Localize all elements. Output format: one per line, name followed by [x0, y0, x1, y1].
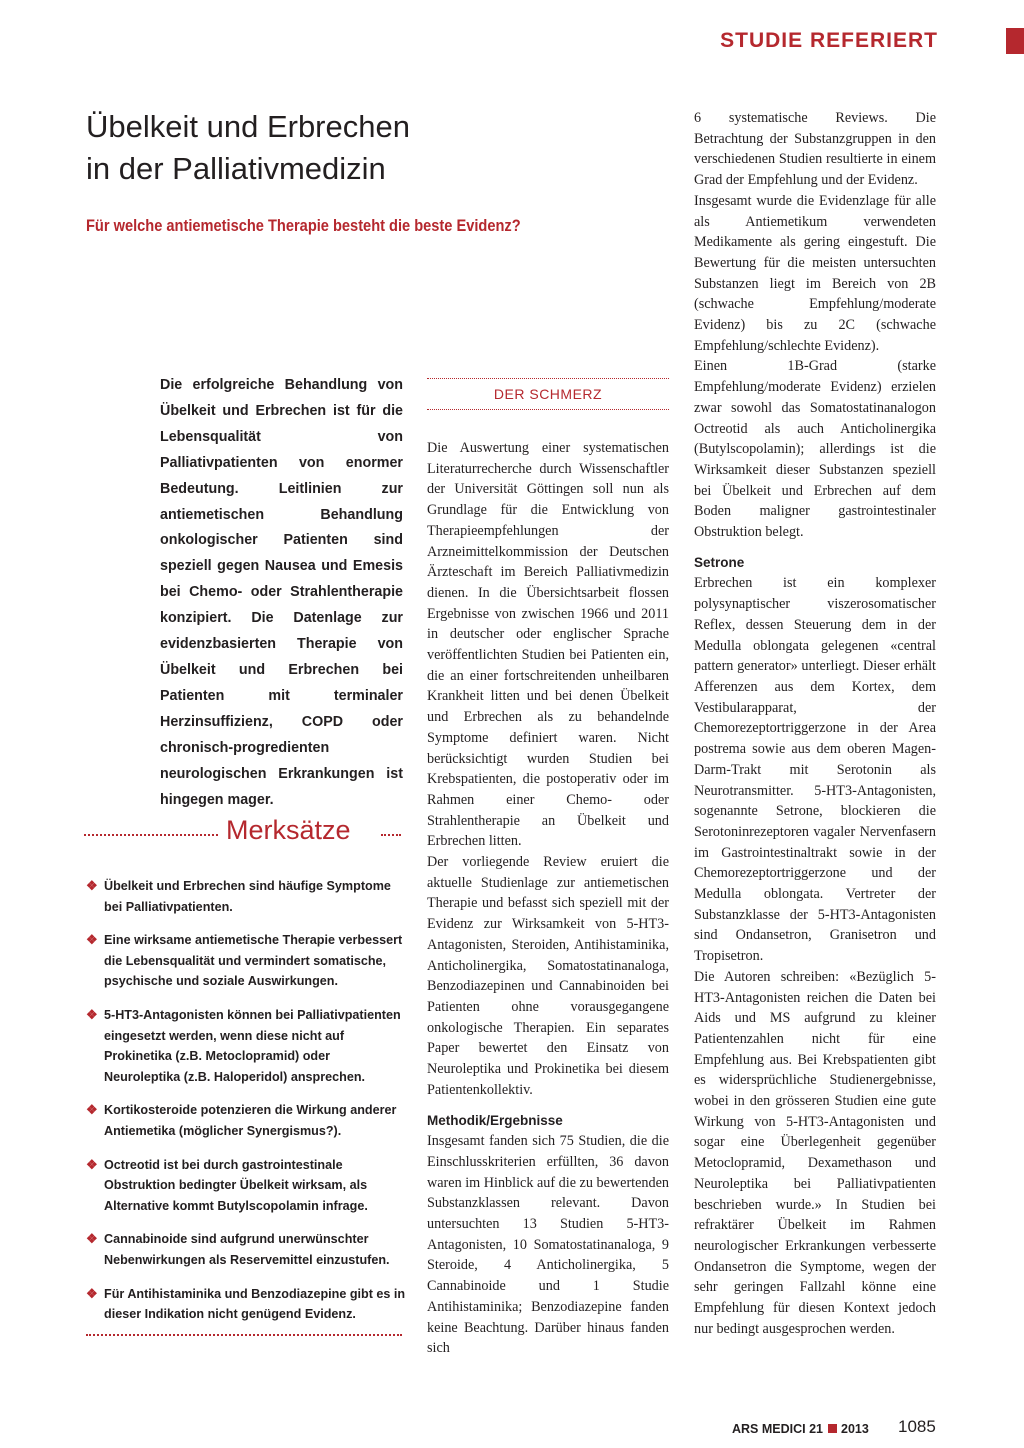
article-title-line-1: Übelkeit und Erbrechen — [86, 109, 410, 144]
dotted-rule — [427, 409, 669, 410]
dotted-rule — [427, 378, 669, 379]
body-paragraph: Der vorliegende Review eruiert die aktuelle Studienlage zur antiemetischen Therapie und befasst sich speziell mit der Evidenz zur Wirksamkeit von 5-HT3-Antagonisten, Steroiden, Antihistaminika, Anticholinergika, Somatostatinanaloga, Benzodiazepinen und Cannabinoiden bei Patienten ohne vorausgegangene onkologische Therapien. Ein separates Paper bewertet den Einsatz von Neuroleptika und Prokinetika bei diesem Patientenkollektiv. — [427, 854, 669, 1098]
article-title — [86, 106, 626, 190]
body-paragraph: Insgesamt fanden sich 75 Studien, die die Einschlusskriterien erfüllten, 36 davon waren im Hinblick auf die zu bewertenden Substanzklassen relevant. Davon untersuchten 13 Studien 5-HT3-Antagonisten, 10 Somatostatinanaloga, 9 Steroide, 4 Anticholinergika, 5 Cannabinoide und 1 Studie Antihistaminika; Benzodiazepine fanden keine Beachtung. Darüber hinaus fanden sich — [427, 1133, 669, 1357]
diamond-bullet-icon: ❖ — [86, 1006, 98, 1022]
section-heading: Setrone — [694, 554, 745, 570]
merksatz-item — [86, 876, 406, 917]
header-accent-bar — [1006, 28, 1024, 54]
dotted-rule — [84, 834, 218, 836]
page-number: 1085 — [898, 1417, 936, 1436]
article-subtitle: Für welche antiemetische Therapie besteht die beste Evidenz? — [86, 216, 521, 235]
merksatz-text: Kortikosteroide potenzieren die Wirkung anderer Antiemetika (möglicher Synergismus?). — [104, 1103, 397, 1138]
merksatz-text: Übelkeit und Erbrechen sind häufige Symptome bei Palliativpatienten. — [104, 879, 391, 914]
section-heading: Methodik/Ergebnisse — [427, 1112, 563, 1128]
section-label: DER SCHMERZ — [493, 386, 603, 402]
body-paragraph: Die Autoren schreiben: «Bezüglich 5-HT3-Antagonisten reichen die Daten bei Aids und MS aufgrund zu kleiner Patientenzahlen nicht für eine Empfehlung aus. Bei Krebspatienten gibt es widersprüchliche Studienergebnisse, wobei in den grösseren Studien eine gute Wirkung von 5-HT3-Antagonisten und sogar eine Überlegenheit gegenüber Metoclopramid, Dexamethason und Neuroleptika bei Palliativpatienten beschrieben wurde.» In Studien bei refraktärer Übelkeit im Rahmen neurologischer Erkrankungen verbesserte Ondansetron die Symptome, wegen der sehr geringen Fallzahl könne eine Empfehlung für diesen Kontext jedoch nur bedingt ausgesprochen werden. — [694, 968, 936, 1337]
section-header-label: STUDIE REFERIERT — [720, 29, 938, 52]
footer-magazine: ARS MEDICI 21 — [732, 1422, 823, 1436]
merksatz-item — [86, 1155, 406, 1217]
merksaetze-header — [84, 815, 404, 855]
merksatz-text: Octreotid ist bei durch gastrointestinale Obstruktion bedingter Übelkeit wirksam, als Alternative kommt Butylscopolamin infrage. — [104, 1157, 368, 1213]
diamond-bullet-icon: ❖ — [86, 878, 98, 893]
merksatz-item — [86, 1229, 406, 1270]
merksatz-text: 5-HT3-Antagonisten können bei Palliativpatienten eingesetzt werden, wenn diese nicht auf Prokinetika (z.B. Metoclopramid) oder Neuroleptika (z.B. Haloperidol) ansprechen. — [104, 1007, 401, 1084]
merksatz-item — [86, 1100, 406, 1141]
diamond-bullet-icon: ❖ — [86, 1285, 98, 1301]
body-paragraph: Einen 1B-Grad (starke Empfehlung/moderate Evidenz) erzielen zwar sowohl das Somatostatinanalogon Octreotid als auch Anticholinergika (Butylscopolamin); allerdings ist die Wirksamkeit dieser Substanzen speziell bei Übelkeit und Erbrechen auf dem Boden maligner gastrointestinaler Obstruktion belegt. — [694, 358, 936, 541]
footer-year: 2013 — [841, 1422, 869, 1436]
diamond-bullet-icon: ❖ — [86, 1231, 98, 1247]
merksatz-item — [86, 1005, 406, 1087]
dotted-rule — [86, 1334, 402, 1336]
diamond-bullet-icon: ❖ — [86, 932, 98, 948]
article-lead: Die erfolgreiche Behandlung von Übelkeit und Erbrechen ist für die Lebensqualität von Palliativpatienten von enormer Bedeutung. Leitlinien zur antiemetischen Behandlung onkologischer Patienten sind speziell gegen Nausea und Emesis bei Chemo- oder Strahlentherapie konzipiert. Die Datenlage zur evidenzbasierten Therapie von Übelkeit und Erbrechen bei Patienten mit terminaler Herzinsuffizienz, COPD oder chronisch-progredienten neurologischen Erkrankungen ist hingegen mager. — [160, 377, 403, 808]
dotted-rule — [381, 834, 401, 836]
body-paragraph: Die Auswertung einer systematischen Literaturrecherche durch Wissenschaftler der Universität Göttingen soll nun als Grundlage für die Entwicklung von Therapieempfehlungen der Arzneimittelkommission der Deutschen Ärzteschaft im Bereich Palliativmedizin dienen. In die Übersichtsarbeit flossen Ergebnisse von zwischen 1966 und 2011 in deutscher oder englischer Sprache veröffentlichten Studien bei Patienten ein, die an einer fortschreitenden unheilbaren Krankheit litten und bei denen Übelkeit und Erbrechen als zu behandelnde Symptome definiert waren. Nicht berücksichtigt wurden Studien bei Krebspatienten, die postoperativ oder im Rahmen einer Chemo- oder Strahlentherapie an Übelkeit und Erbrechen litten. — [427, 440, 669, 850]
merksaetze-title: Merksätze — [226, 815, 351, 845]
diamond-bullet-icon: ❖ — [86, 1156, 98, 1172]
merksatz-text: Cannabinoide sind aufgrund unerwünschter Nebenwirkungen als Reservemittel einzustufen. — [104, 1232, 390, 1267]
merksatz-item — [86, 1284, 406, 1325]
merksatz-text: Eine wirksame antiemetische Therapie verbessert die Lebensqualität und vermindert somatische, psychische und soziale Auswirkungen. — [104, 933, 403, 989]
body-column-2 — [427, 438, 669, 1359]
article-title-line-2: in der Palliativmedizin — [86, 151, 386, 186]
merksatz-item — [86, 930, 406, 992]
body-column-3 — [694, 108, 936, 1339]
merksatz-text: Für Antihistaminika und Benzodiazepine gibt es in dieser Indikation nicht genügend Evidenz. — [104, 1286, 406, 1322]
footer-square-icon — [828, 1424, 837, 1433]
body-paragraph: Erbrechen ist ein komplexer polysynaptischer viszerosomatischer Reflex, dessen Steuerung dem in der Medulla oblongata gelegenen «central pattern generator» unterliegt. Dieser erhält Afferenzen aus dem Kortex, dem Vestibularapparat, der Chemorezeptortriggerzone in der Area postrema sowie aus dem oberen Magen-Darm-Trakt mit Serotonin als Neurotransmitter. 5-HT3-Antagonisten, sogenannte Setrone, blockieren die Serotoninrezeptoren vagaler Nervenfasern im Gastrointestinaltrakt sowie in der Chemorezeptortriggerzone und der Medulla oblongata. Vertreter der Substanzklasse der 5-HT3-Antagonisten sind Ondansetron, Granisetron und Tropisetron. — [694, 575, 936, 965]
diamond-bullet-icon: ❖ — [86, 1102, 98, 1118]
body-paragraph: Insgesamt wurde die Evidenzlage für alle als Antiemetikum verwendeten Medikamente als gering eingestuft. Die Bewertung für die meisten untersuchten Substanzen liegt im Bereich von 2B (schwache Empfehlung/moderate Evidenz) bis zu 2C (schwache Empfehlung/schlechte Evidenz). — [694, 192, 936, 354]
body-paragraph: 6 systematische Reviews. Die Betrachtung der Substanzgruppen in den verschiedenen Studien resultierte in einem Grad der Empfehlung und der Evidenz. — [694, 110, 936, 189]
merksaetze-list — [86, 876, 406, 1325]
